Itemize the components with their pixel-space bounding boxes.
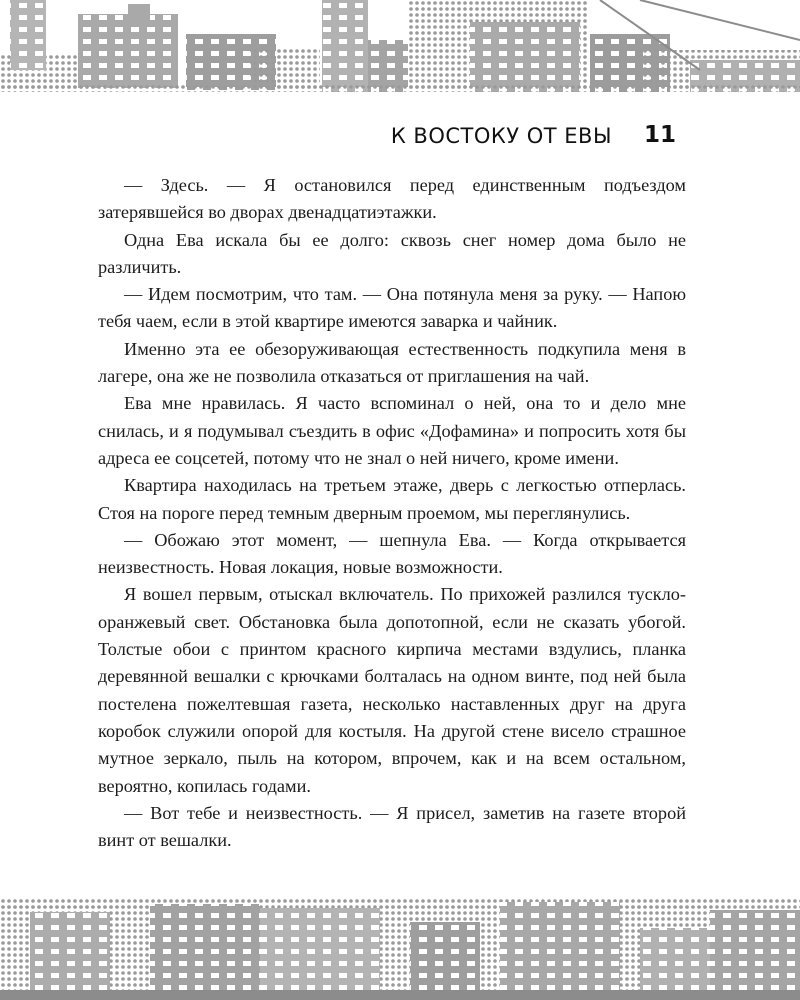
paragraph: Я вошел первым, отыскал включатель. По прихожей разлился тускло-оранжевый свет. Обстановка была допотопной, если не сказать убогой. Толстые обои с принтом красного кирпича местами вздулись, планка деревянной вешалки с крючками болталась на одном винте, под ней была постелена пожелтевшая газета, несколько наставленных друг на друга коробок служили опорой для костыля. На другой стене висело страшное мутное зеркало, пыль на котором, впрочем, как и на всем остальном, вероятно, копилась годами. xyxy=(98,584,686,796)
paragraph: — Обожаю этот момент, — шепнула Ева. — Когда открывается неизвестность. Новая локация, новые возможности. xyxy=(98,529,686,578)
paragraph: Именно эта ее обезоруживающая естественность подкупила меня в лагере, она же не позволила отказаться от приглашения на чай. xyxy=(98,338,686,387)
paragraph: Одна Ева искала бы ее долго: сквозь снег номер дома было не различить. xyxy=(98,229,686,277)
header-cityscape-illustration xyxy=(0,0,800,92)
paragraph: Квартира находилась на третьем этаже, дверь с легкостью отперлась. Стоя на пороге перед темным дверным проемом, мы переглянулись. xyxy=(98,475,686,523)
footer-cityscape-illustration xyxy=(0,898,800,1000)
paragraph: — Здесь. — Я остановился перед единственным подъездом затерявшейся во дворах двенадцатиэтажки. xyxy=(98,175,686,223)
paragraph: — Вот тебе и неизвестность. — Я присел, заметив на газете второй винт от вешалки. xyxy=(98,802,686,851)
running-header xyxy=(0,118,800,158)
running-title: К ВОСТОКУ ОТ ЕВЫ xyxy=(390,124,612,148)
paragraph: — Идем посмотрим, что там. — Она потянула меня за руку. — Напою тебя чаем, если в этой квартире имеются заварка и чайник. xyxy=(98,284,686,332)
page-number: 11 xyxy=(643,122,676,148)
paragraph: Ева мне нравилась. Я часто вспоминал о ней, она то и дело мне снилась, и я подумывал съездить в офис «Дофамина» и попросить хотя бы адреса ее соцсетей, потому что не знал о ней ничего, кроме имени. xyxy=(98,393,686,468)
body-text xyxy=(98,172,686,854)
